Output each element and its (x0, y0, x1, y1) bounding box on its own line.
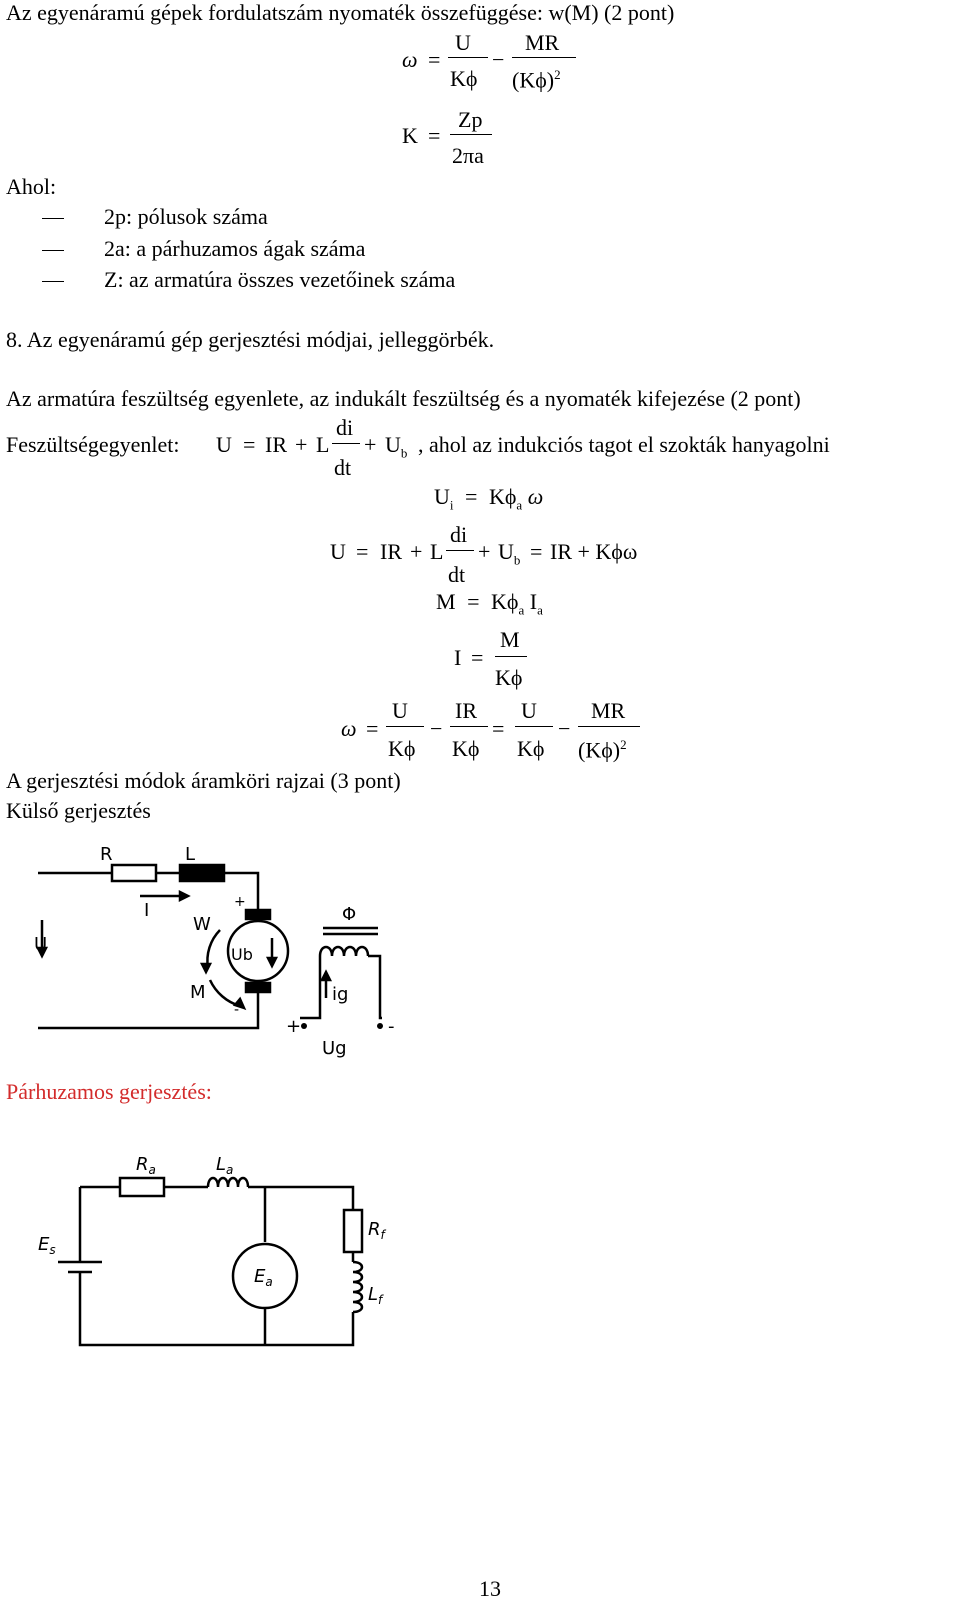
page-number: 13 (479, 1576, 501, 1601)
label-brush-plus: + (234, 894, 246, 910)
den-dt: dt (334, 455, 352, 480)
eq-sign: = (471, 645, 484, 670)
den-Kphi: Kϕ (517, 736, 545, 761)
num-Zp: Zp (458, 107, 483, 132)
label-Rf: $R_f$ (368, 1219, 385, 1242)
section-8-title: 8. Az egyenáramú gép gerjesztési módjai, jelleggörbék. (6, 327, 495, 352)
fraction-bar (448, 57, 488, 58)
num-MR: MR (591, 698, 626, 723)
num-di: di (450, 522, 468, 547)
fraction-bar (450, 726, 488, 727)
fraction-bar (450, 134, 492, 135)
eq-I: I (454, 645, 462, 670)
plus-sign: + (295, 432, 308, 457)
num-di: di (336, 415, 354, 440)
fraction-bar (578, 726, 640, 727)
label-U: U (34, 934, 48, 955)
eq-L: L (430, 539, 444, 564)
label-Ra: $R_a$ (136, 1154, 156, 1177)
den-Kphi-sq: $(K\phi)^2$ (578, 737, 627, 763)
num-U: U (521, 698, 537, 723)
eq-sign: = (428, 47, 441, 72)
label-M: M (190, 982, 206, 1003)
label-W: W (193, 914, 211, 935)
label-Es: $E_s$ (38, 1234, 56, 1257)
induced-voltage-formula: $U_i = K\phi_a$ ω (434, 484, 544, 513)
den-Kphi: Kϕ (495, 665, 523, 690)
eq-L: L (316, 432, 330, 457)
label-I: I (144, 900, 150, 921)
fraction-bar (332, 443, 360, 444)
fraction-bar (495, 656, 527, 657)
torque-formula: $M = K\phi_a$ $I_a$ (436, 589, 543, 618)
minus-sign: − (558, 716, 571, 741)
fraction-bar (386, 726, 424, 727)
heading-speed-torque: Az egyenáramú gépek fordulatszám nyomaték összefüggése: w(M) (2 pont) (6, 0, 675, 25)
eq-sign: = (530, 539, 543, 564)
label-plus: + (286, 1016, 302, 1037)
label-Lf: $L_f$ (368, 1284, 383, 1307)
voltage-eq-label: Feszültségegyenlet: (6, 432, 180, 457)
eq-U: U (216, 432, 232, 457)
parallel-excitation-diagram (30, 1140, 430, 1380)
label-Ea: $E_a$ (254, 1266, 273, 1289)
label-ig: ig (332, 984, 349, 1005)
eq-sign: = (243, 432, 256, 457)
label-La: $L_a$ (216, 1154, 234, 1177)
label-phi: Φ (342, 904, 357, 925)
minus-sign: − (430, 716, 443, 741)
eq-sign: = (492, 716, 505, 741)
armature-heading: Az armatúra feszültség egyenlete, az indukált feszültség és a nyomaték kifejezése (2 pont) (6, 386, 801, 411)
den-Kphi-sq: $(K\phi)^2$ (512, 67, 561, 93)
label-brush-minus: - (234, 1002, 240, 1018)
IR-plus-Kphi-omega: IR + Kϕω (550, 539, 638, 564)
num-MR: MR (525, 30, 560, 55)
external-excitation-title: Külső gerjesztés (6, 798, 151, 823)
circuits-heading: A gerjesztési módok áramköri rajzai (3 pont) (6, 768, 401, 793)
plus-sign: + (478, 539, 491, 564)
label-L: L (185, 844, 196, 865)
eq-Ub: $U_b$ (498, 539, 521, 568)
eq-U: U (330, 539, 346, 564)
label-Ug: Ug (322, 1038, 347, 1059)
external-excitation-diagram (20, 838, 420, 1063)
den-Kphi: Kϕ (452, 736, 480, 761)
label-R: R (100, 844, 113, 865)
eq-sign: = (356, 539, 369, 564)
eq-IR: IR (265, 432, 287, 457)
num-M: M (500, 627, 520, 652)
parallel-excitation-title: Párhuzamos gerjesztés: (6, 1079, 212, 1104)
eq-sign: = (366, 716, 379, 741)
den-Kphi: Kϕ (388, 736, 416, 761)
num-U: U (455, 30, 471, 55)
plus-sign: + (364, 432, 377, 457)
plus-sign: + (410, 539, 423, 564)
eq-Ub: $U_b$ (385, 432, 408, 461)
label-minus: - (388, 1016, 395, 1037)
den-dt: dt (448, 562, 466, 587)
fraction-bar (512, 57, 576, 58)
fraction-bar (515, 726, 553, 727)
minus-sign: − (492, 47, 505, 72)
den-2pia: 2πa (452, 143, 484, 168)
eq-sign: = (428, 123, 441, 148)
definition-item: Z: az armatúra összes vezetőinek száma (42, 269, 455, 291)
omega-symbol: ω (341, 716, 357, 741)
num-U: U (392, 698, 408, 723)
definition-item: 2p: pólusok száma (42, 206, 268, 228)
den-Kphi: Kϕ (450, 66, 478, 91)
definition-item: 2a: a párhuzamos ágak száma (42, 238, 365, 260)
K-symbol: K (402, 123, 418, 148)
fraction-bar (446, 550, 474, 551)
omega-symbol: ω (402, 47, 418, 72)
ahol-label: Ahol: (6, 174, 57, 199)
num-IR: IR (455, 698, 477, 723)
label-Ub: Ub (231, 945, 253, 964)
eq-IR: IR (380, 539, 402, 564)
voltage-eq-note: , ahol az indukciós tagot el szokták hanyagolni (418, 432, 830, 457)
